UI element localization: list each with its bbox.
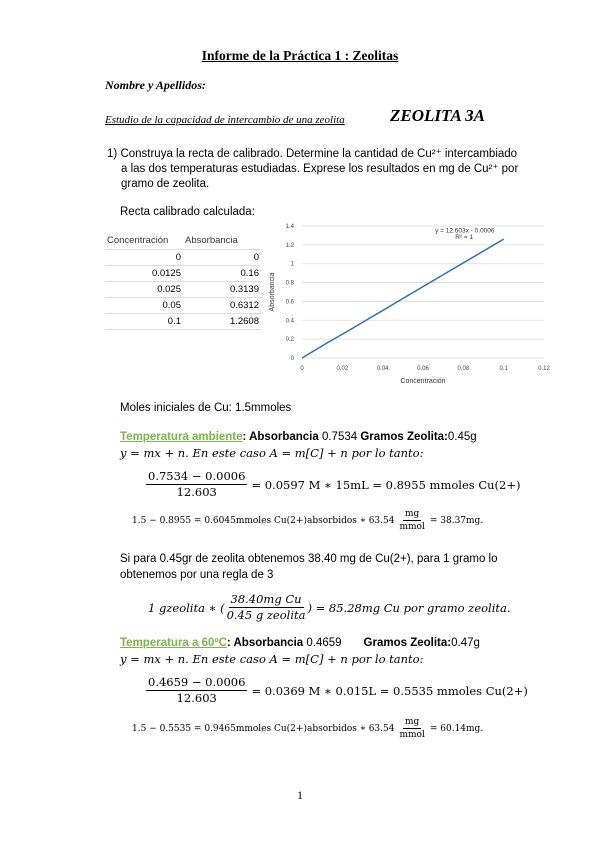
60c-heading: Temperatura a 60ºC <box>120 637 227 649</box>
table-row <box>105 281 261 297</box>
initial-moles: Moles iniciales de Cu: 1.5mmoles <box>120 402 292 414</box>
name-label: Nombre y Apellidos: <box>105 78 206 92</box>
table-cell: 0 <box>183 249 261 265</box>
fraction-denominator: mmol <box>399 522 425 532</box>
y-tick-label: 1.4 <box>285 224 294 230</box>
y-tick-label: 0.2 <box>285 337 294 344</box>
equation-result: = 0.0369 M ∗ 0.015L = 0.5535 mmoles Cu(2+) <box>251 683 528 698</box>
rule-of-three-paragraph <box>120 551 498 583</box>
table-cell: 0.6312 <box>183 297 261 313</box>
equation-per-gram <box>148 592 511 623</box>
table-cell: 0.16 <box>183 265 261 281</box>
zeolite-label: ZEOLITA 3A <box>390 106 485 125</box>
calibration-table <box>105 233 261 330</box>
fraction <box>146 675 247 706</box>
table-header: Concentración <box>105 233 183 249</box>
question-1 <box>107 147 518 192</box>
equation-left: 1.5 − 0.8955 = 0.6045mmoles Cu(2+)absorbidos ∗ 63.54 <box>132 515 395 526</box>
question-number: 1) <box>107 148 118 160</box>
table-cell: 0.3139 <box>183 281 261 297</box>
paragraph-line-2: obtenemos por una regla de 3 <box>120 569 274 581</box>
fraction <box>397 508 426 533</box>
x-tick-label: 0.1 <box>499 366 508 372</box>
question-line-2: a las dos temperaturas estudiadas. Exprese los resultados en mg de Cu²⁺ por <box>121 163 519 175</box>
fraction-numerator: 0.4659 − 0.0006 <box>148 675 246 689</box>
page-number: 1 <box>297 788 303 802</box>
equation-left: 1.5 − 0.5535 = 0.9465mmoles Cu(2+)absorbidos ∗ 63.54 <box>132 723 395 734</box>
table-header: Absorbancia <box>183 233 261 249</box>
equation-left: 1 gzeolita ∗ ( <box>148 600 225 615</box>
table-row <box>105 297 261 313</box>
section-ambient-heading <box>120 431 477 443</box>
series-line <box>302 239 504 358</box>
x-tick-label: 0.12 <box>538 366 550 372</box>
y-tick-label: 0 <box>290 356 294 362</box>
calibration-chart <box>262 218 562 393</box>
x-tick-label: 0.08 <box>457 366 470 372</box>
table-cell: 0.0125 <box>105 265 183 281</box>
fraction <box>225 592 308 623</box>
x-tick-label: 0 <box>300 366 304 372</box>
y-tick-label: 0.4 <box>285 318 294 325</box>
absorbance-label: : Absorbancia <box>242 431 319 443</box>
table-row <box>105 265 261 281</box>
paragraph-line-1: Si para 0.45gr de zeolita obtenemos 38.40 mg de Cu(2+), para 1 gramo lo <box>120 553 498 565</box>
linear-equation: y = mx + n. En este caso A = m[C] + n por lo tanto: <box>120 446 424 460</box>
question-line-3: gramo de zeolita. <box>121 178 210 190</box>
fraction-numerator: 38.40mg Cu <box>230 592 302 606</box>
equation-60c-1 <box>146 675 528 706</box>
absorbance-value: 0.4659 <box>303 637 342 649</box>
trendline-equation: y = 12.603x - 0.0006 <box>435 227 495 235</box>
table-row <box>105 249 261 265</box>
x-tick-label: 0.04 <box>376 366 389 372</box>
fraction-numerator: mg <box>405 717 420 727</box>
grams-value: 0.45g <box>447 431 477 443</box>
recta-label: Recta calibrado calculada: <box>120 206 255 218</box>
section-60c-heading <box>120 637 480 649</box>
y-tick-label: 0.6 <box>285 299 294 306</box>
y-tick-label: 0.8 <box>285 280 294 287</box>
page-title: Informe de la Práctica 1 : Zeolitas <box>201 48 399 63</box>
equation-ambient-2 <box>132 508 483 533</box>
equation-60c-2 <box>132 716 483 741</box>
table-row <box>105 313 261 329</box>
y-tick-label: 1.2 <box>285 242 294 249</box>
equation-right: = 38.37mg. <box>429 515 484 526</box>
fraction-denominator: 0.45 g zeolita <box>226 608 306 622</box>
equation-ambient-1 <box>146 469 520 500</box>
fraction-numerator: mg <box>405 509 420 519</box>
equation-right: = 60.14mg. <box>429 723 484 734</box>
question-line-1: Construya la recta de calibrado. Determine la cantidad de Cu²⁺ intercambiado <box>120 148 518 160</box>
fraction-denominator: 12.603 <box>176 691 217 705</box>
x-tick-label: 0.02 <box>336 366 349 372</box>
table-cell: 0.025 <box>105 281 183 297</box>
grams-value: 0.47g <box>451 637 480 649</box>
grams-label: Gramos Zeolita: <box>360 431 448 443</box>
y-tick-label: 1 <box>290 261 294 268</box>
table-cell: 0.05 <box>105 297 183 313</box>
grams-label: Gramos Zeolita: <box>363 637 452 649</box>
x-axis-label: Concentración <box>400 378 446 385</box>
fraction-denominator: 12.603 <box>176 485 217 499</box>
absorbance-value: 0.7534 <box>318 431 361 443</box>
fraction <box>397 716 426 741</box>
trendline-r2: R² = 1 <box>455 234 474 242</box>
table-cell: 0.1 <box>105 313 183 329</box>
study-text: Estudio de la capacidad de intercambio de una zeolita <box>105 114 345 126</box>
absorbance-label: : Absorbancia <box>226 637 304 649</box>
equation-right: ) = 85.28mg Cu por gramo zeolita. <box>307 600 511 615</box>
y-axis-label: Absorbancia <box>269 272 276 312</box>
fraction <box>146 469 247 500</box>
fraction-numerator: 0.7534 − 0.0006 <box>148 469 246 483</box>
table-cell: 0 <box>105 249 183 265</box>
table-cell: 1.2608 <box>183 313 261 329</box>
linear-equation: y = mx + n. En este caso A = m[C] + n por lo tanto: <box>120 652 424 666</box>
x-tick-label: 0.06 <box>417 366 429 372</box>
fraction-denominator: mmol <box>399 730 425 740</box>
equation-result: = 0.0597 M ∗ 15mL = 0.8955 mmoles Cu(2+) <box>251 477 521 492</box>
table-header-row <box>105 233 261 249</box>
ambient-heading: Temperatura ambiente <box>120 431 243 443</box>
